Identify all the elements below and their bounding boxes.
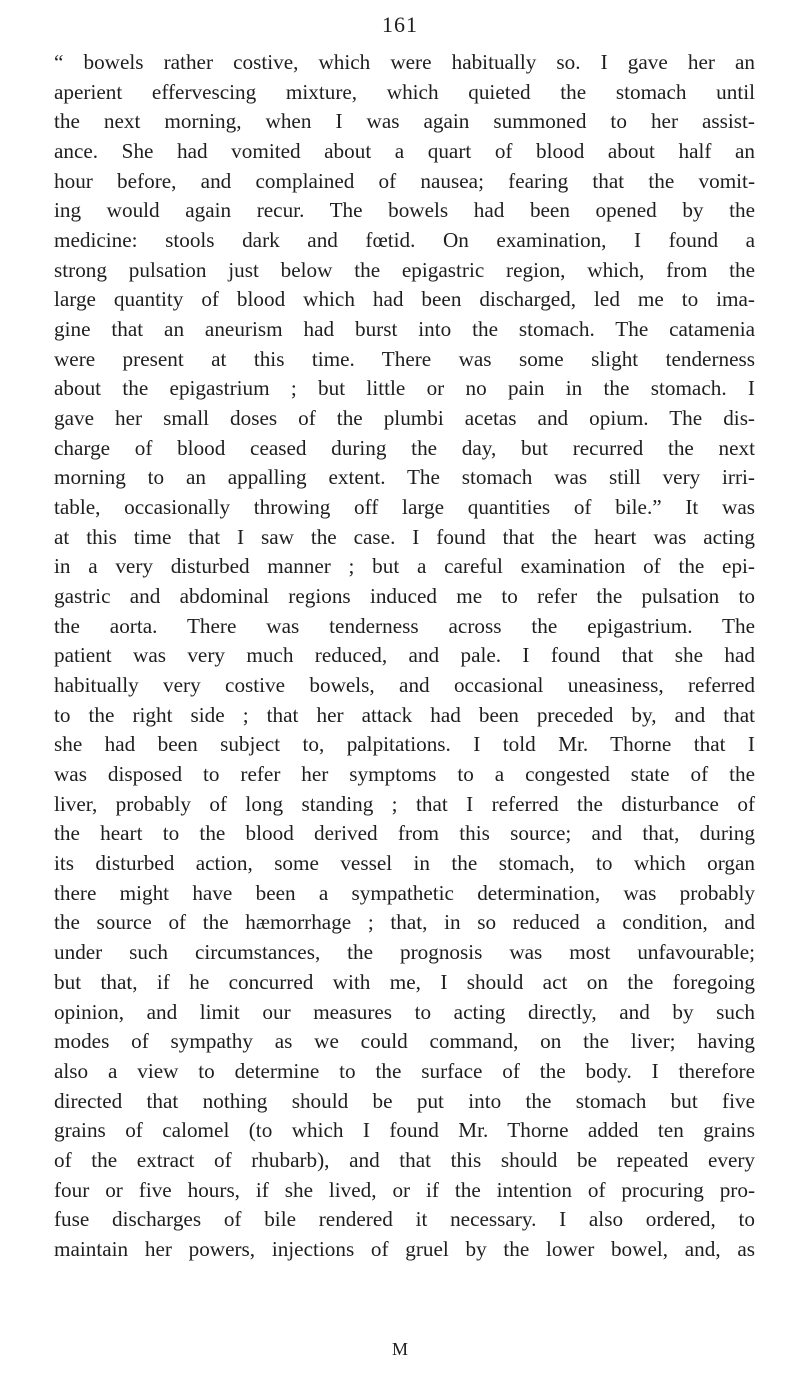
- text-line: about the epigastrium ; but little or no pain in the stomach. I: [54, 376, 755, 401]
- text-line: there might have been a sympathetic determination, was probably: [54, 880, 755, 905]
- text-line: modes of sympathy as we could command, on the liver; having: [54, 1029, 755, 1054]
- text-line: were present at this time. There was some slight tenderness: [54, 346, 755, 371]
- text-line: the heart to the blood derived from this source; and that, during: [54, 821, 755, 846]
- text-line: morning to an appalling extent. The stomach was still very irri-: [54, 465, 755, 490]
- text-line: gave her small doses of the plumbi acetas and opium. The dis-: [54, 406, 755, 431]
- text-line: gastric and abdominal regions induced me to refer the pulsation to: [54, 584, 755, 609]
- text-line: to the right side ; that her attack had been preceded by, and that: [54, 702, 755, 727]
- text-line: charge of blood ceased during the day, but recurred the next: [54, 435, 755, 460]
- text-line: the next morning, when I was again summoned to her assist-: [54, 109, 755, 134]
- text-line: liver, probably of long standing ; that I referred the disturbance of: [54, 791, 755, 816]
- text-line: four or five hours, if she lived, or if the intention of procuring pro-: [54, 1177, 755, 1202]
- text-line: habitually very costive bowels, and occasional uneasiness, referred: [54, 673, 755, 698]
- signature-mark: M: [391, 1339, 408, 1359]
- text-line: fuse discharges of bile rendered it necessary. I also ordered, to: [54, 1207, 755, 1232]
- text-line: opinion, and limit our measures to acting directly, and by such: [54, 999, 755, 1024]
- text-line: at this time that I saw the case. I found that the heart was acting: [54, 524, 755, 549]
- text-line: its disturbed action, some vessel in the stomach, to which organ: [54, 851, 755, 876]
- text-line: hour before, and complained of nausea; fearing that the vomit-: [54, 168, 755, 193]
- page-number: 161: [382, 12, 418, 37]
- text-line: patient was very much reduced, and pale. I found that she had: [54, 643, 755, 668]
- text-line: strong pulsation just below the epigastric region, which, from the: [54, 257, 755, 282]
- text-line: medicine: stools dark and fœtid. On examination, I found a: [54, 228, 755, 253]
- text-line: of the extract of rhubarb), and that this should be repeated every: [54, 1147, 755, 1172]
- text-line: the source of the hæmorrhage ; that, in so reduced a condition, and: [54, 910, 755, 935]
- text-line: directed that nothing should be put into the stomach but five: [54, 1088, 755, 1113]
- body-text: [54, 48, 755, 1265]
- text-line: was disposed to refer her symptoms to a congested state of the: [54, 762, 755, 787]
- text-line: in a very disturbed manner ; but a careful examination of the epi-: [54, 554, 755, 579]
- text-line: maintain her powers, injections of gruel by the lower bowel, and, as: [54, 1236, 755, 1261]
- text-line: she had been subject to, palpitations. I told Mr. Thorne that I: [54, 732, 755, 757]
- text-line: table, occasionally throwing off large quantities of bile.” It was: [54, 495, 755, 520]
- text-line: ance. She had vomited about a quart of blood about half an: [54, 139, 755, 164]
- text-line: grains of calomel (to which I found Mr. Thorne added ten grains: [54, 1118, 755, 1143]
- text-line: also a view to determine to the surface of the body. I therefore: [54, 1058, 755, 1083]
- text-line: aperient effervescing mixture, which quieted the stomach until: [54, 79, 755, 104]
- text-line: “ bowels rather costive, which were habitually so. I gave her an: [54, 50, 755, 74]
- text-line: under such circumstances, the prognosis was most unfavourable;: [54, 940, 755, 965]
- text-line: ing would again recur. The bowels had been opened by the: [54, 198, 755, 223]
- text-line: but that, if he concurred with me, I should act on the foregoing: [54, 969, 755, 994]
- text-line: the aorta. There was tenderness across the epigastrium. The: [54, 613, 755, 638]
- text-line: large quantity of blood which had been discharged, led me to ima-: [54, 287, 755, 312]
- text-line: gine that an aneurism had burst into the stomach. The catamenia: [54, 317, 755, 342]
